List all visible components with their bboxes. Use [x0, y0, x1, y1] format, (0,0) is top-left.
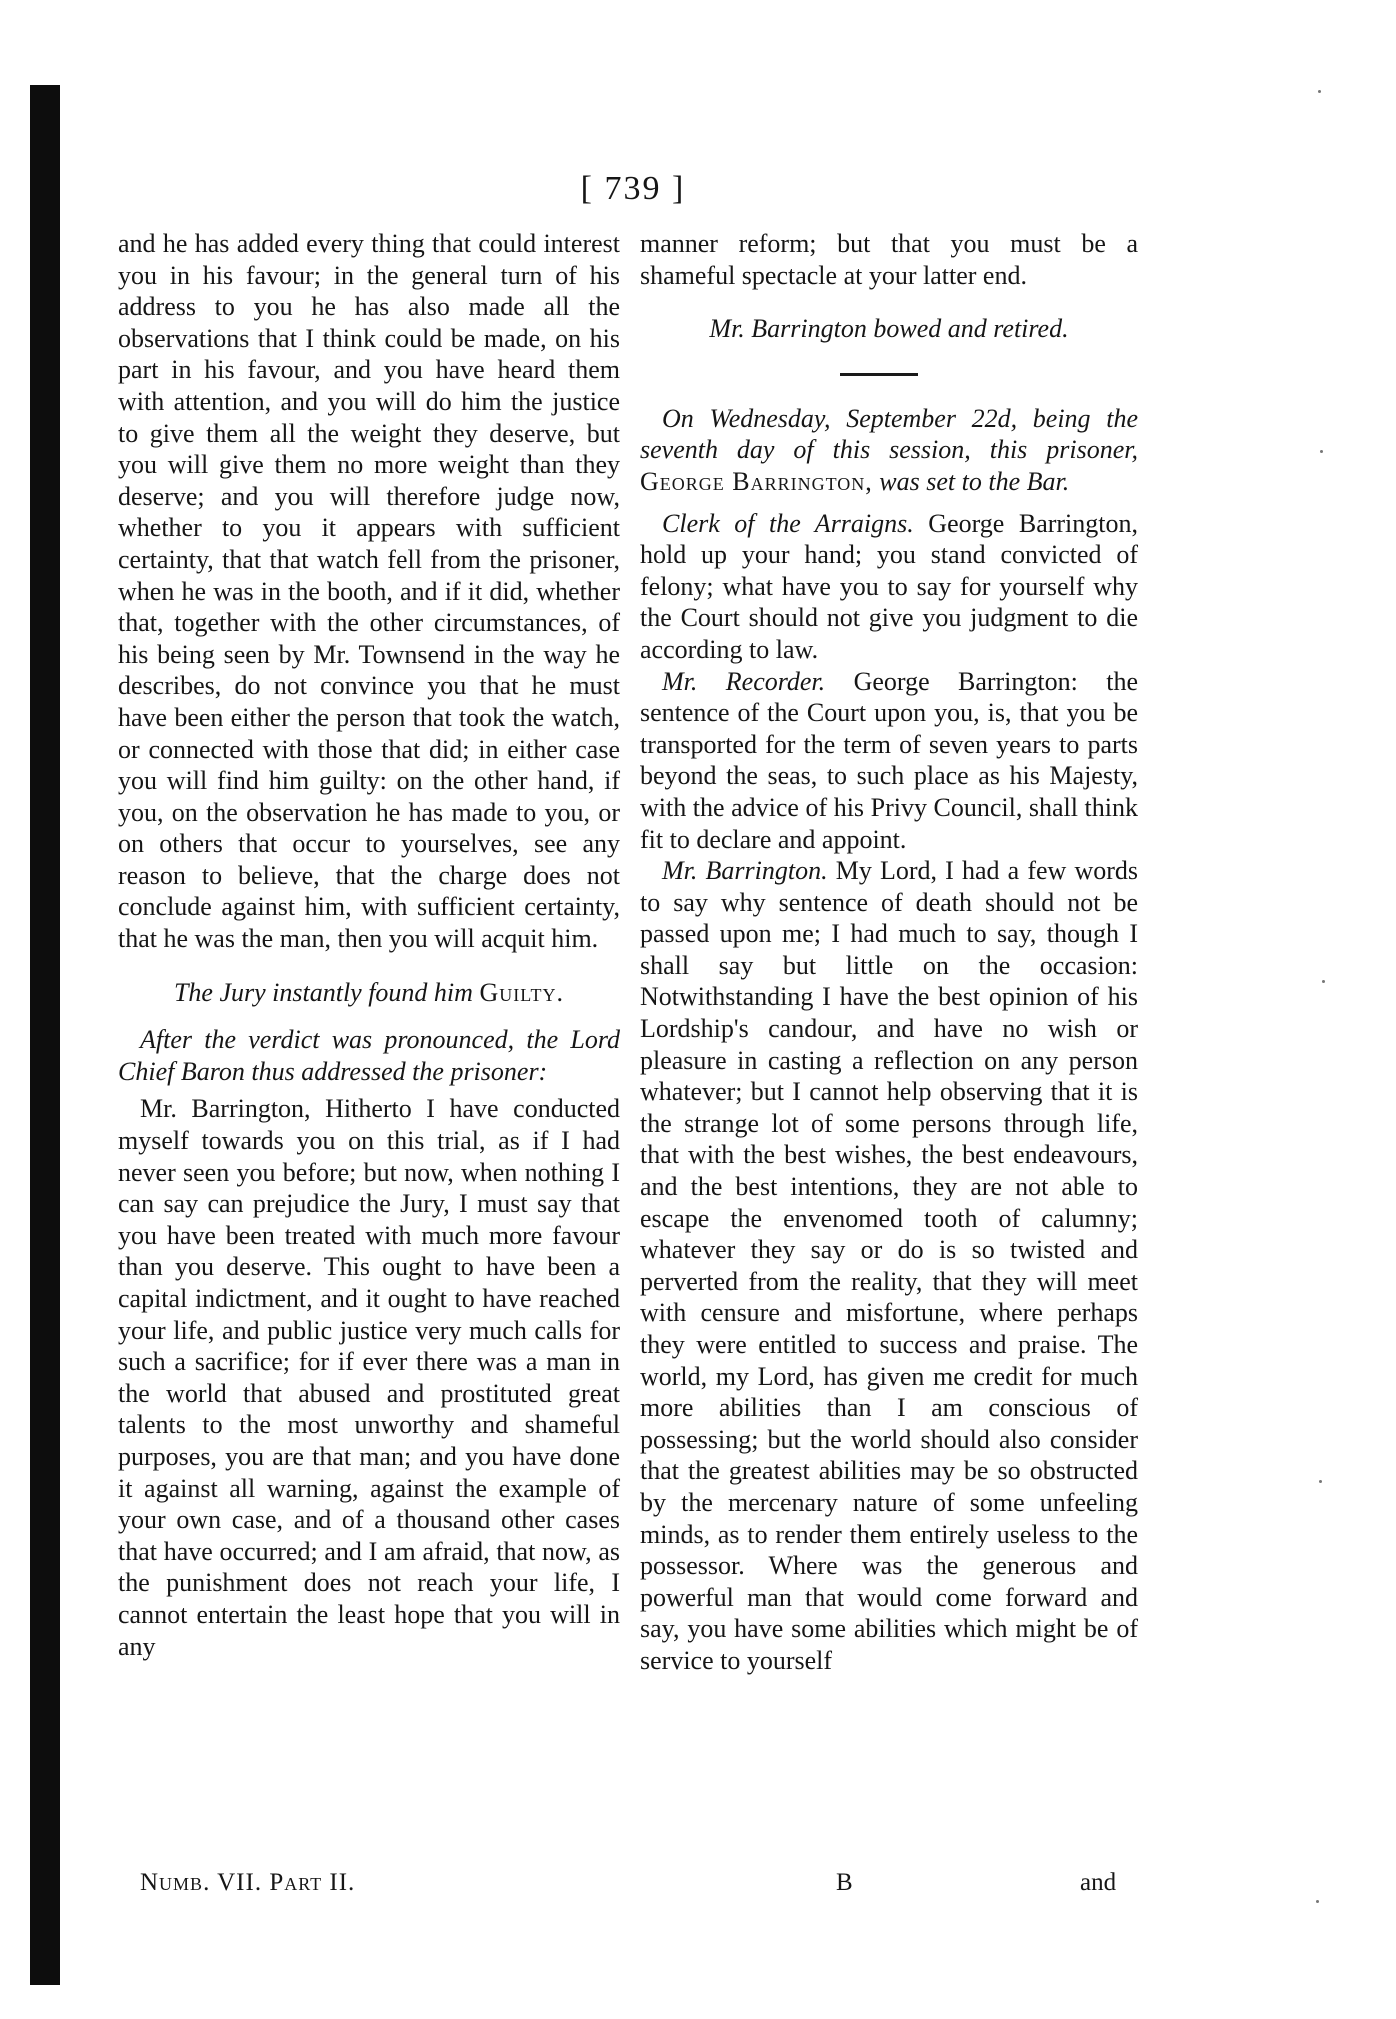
left-paragraph-2: Mr. Barrington, Hitherto I have conducted myself towards you on this trial, as if I had never seen you before; but now, when nothing I can say can prejudice the Jury, I must say that you have been treated with much more favour than you deserve. This ought to have been a capital indictment, and it ought to have reached your life, and public justice very much calls for such a sacrifice; for if ever there was a man in the world that abused and prostituted great talents to the most unworthy and shameful purposes, you are that man; and you have done it against all warning, against the example of your own case, and of a thousand other cases that have occurred; and I am afraid, that now, as the punishment does not reach your life, I cannot entertain the least hope that you will in any: [118, 1094, 620, 1661]
verdict-guilty: Guilty.: [479, 977, 565, 1007]
recorder-speaker: Mr. Recorder.: [662, 666, 826, 696]
clerk-paragraph: [640, 508, 1138, 666]
bowed-note: Mr. Barrington bowed and retired.: [709, 314, 1069, 344]
footer-catchword: and: [1080, 1869, 1117, 1896]
right-column: [640, 228, 1138, 1677]
clerk-speaker: Clerk of the Arraigns.: [662, 508, 914, 538]
barrington-text: My Lord, I had a few words to say why sentence of death should not be passed upon me; I had much to say, though I shall say but little on the occasion: Notwithstanding I have the best opinion of his Lordship's candour, and have no wish or pleasure in casting a reflection on any person whatever; but I cannot help observing that it is the strange lot of some persons through life, that with the best wishes, the best endeavours, and the best intentions, they are not able to escape the envenomed tooth of calumny; whatever they say or do is so twisted and perverted from the reality, that they will meet with censure and misfortune, where perhaps they were entitled to success and praise. The world, my Lord, has given me credit for much more abilities than I am conscious of possessing; but the world should also consider that the greatest abilities may be so obstructed by the mercenary nature of some unfeeling minds, as to render them entirely useless to the possessor. Where was the generous and powerful man that would come forward and say, you have some abilities which might be of service to yourself: [640, 856, 1138, 1675]
footer-signature: B: [836, 1869, 853, 1896]
margin-speck: [1322, 980, 1325, 983]
section-rule-wrap: [640, 345, 1138, 403]
barrington-paragraph: [640, 855, 1138, 1676]
session-heading: [640, 403, 1138, 498]
page-number: [ 739 ]: [580, 170, 686, 207]
binding-edge: [30, 85, 60, 1985]
barrington-speaker: Mr. Barrington.: [662, 856, 828, 886]
session-text-a: On Wednesday, September 22d, being the seventh day of this session, this prisoner,: [640, 403, 1138, 465]
section-rule: [840, 373, 918, 376]
clerk-text: George Barrington, hold up your hand; you stand convicted of felony; what have you to say for yourself why the Court should not give you judgment to die according to law.: [640, 508, 1138, 664]
right-paragraph-1: manner reform; but that you must be a shameful spectacle at your latter end.: [640, 229, 1138, 290]
verdict-italic: The Jury instantly found him: [173, 977, 473, 1007]
footer-number: Numb. VII. Part II.: [140, 1869, 356, 1896]
left-paragraph-1: and he has added every thing that could interest you in his favour; in the general turn of his address to you he has also made all the observations that I think could be made, on his part in his favour, and you have heard them with attention, and you will do him the justice to give them all the weight they deserve, but you will give them no more weight than they deserve; and you will therefore judge now, whether to you it appears with sufficient certainty, that that watch fell from the prisoner, when he was in the booth, and if it did, whether that, together with the other circumstances, of his being seen by Mr. Townsend in the way he describes, do not convince you that he must have been either the person that took the watch, or connected with those that did; in either case you will find him guilty: on the other hand, if you, on the observation he has made to you, or on others that occur to yourselves, see any reason to believe, that the charge does not conclude against him, with sufficient certainty, that he was the man, then you will acquit him.: [118, 229, 620, 954]
session-text-b: was set to the Bar.: [879, 466, 1070, 496]
recorder-paragraph: [640, 666, 1138, 856]
session-prisoner-name: George Barrington,: [640, 466, 873, 496]
recorder-text: George Barrington: the sentence of the Court upon you, is, that you be transported for the term of seven years to parts beyond the seas, to such place as his Majesty, with the advice of his Privy Council, shall think fit to declare and appoint.: [640, 666, 1138, 854]
margin-speck: [1319, 1480, 1322, 1483]
margin-speck: [1318, 90, 1321, 93]
margin-speck: [1316, 1900, 1319, 1903]
margin-speck: [1320, 450, 1323, 453]
after-verdict-note: After the verdict was pronounced, the Lord Chief Baron thus addressed the prisoner:: [118, 1025, 620, 1086]
verdict-line: [118, 977, 620, 1009]
left-column: [118, 228, 620, 1662]
